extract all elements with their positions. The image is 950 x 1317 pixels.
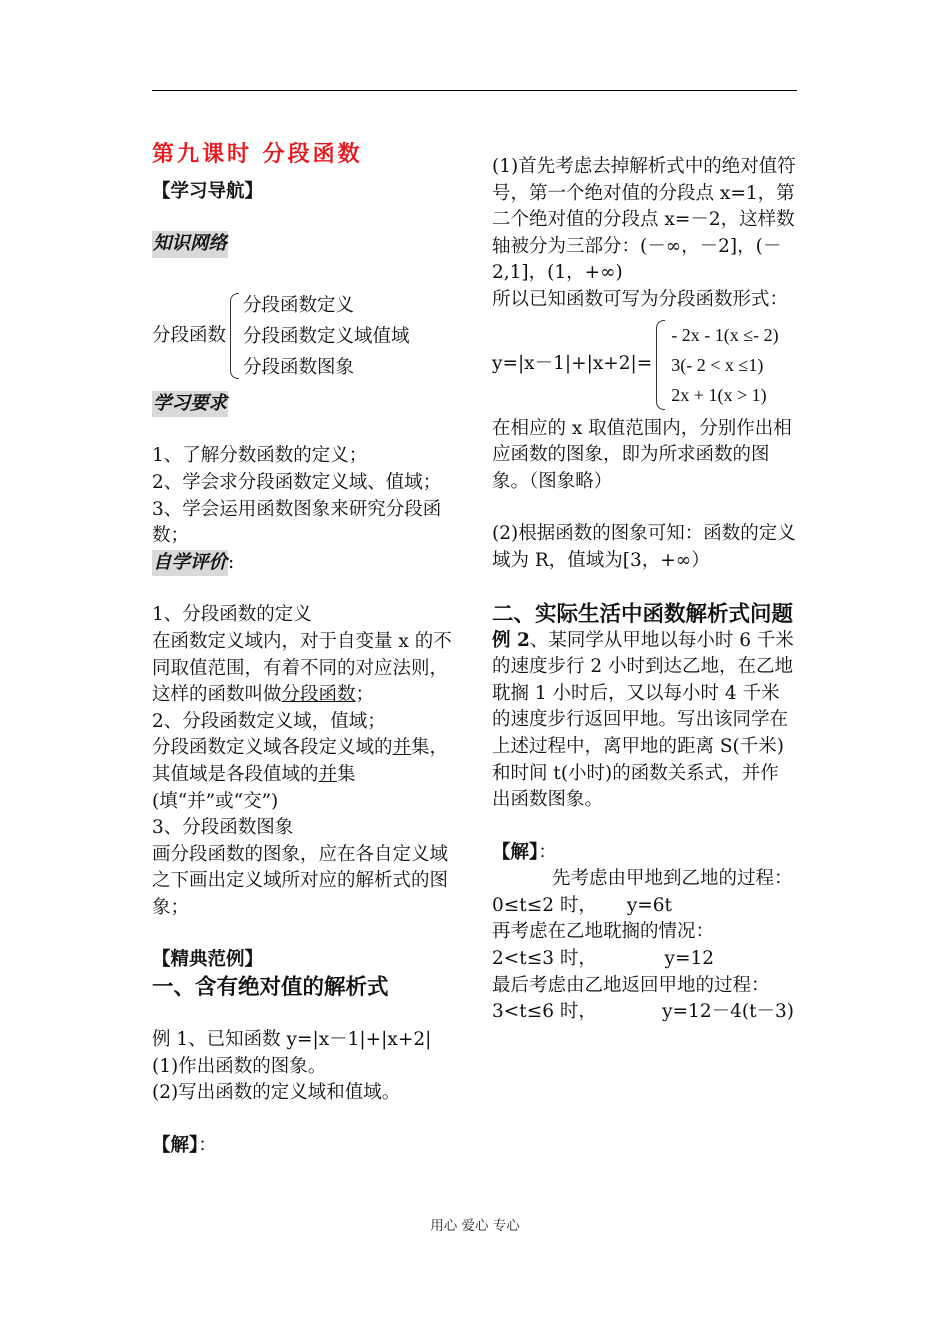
solution-p2: 所以已知函数可写为分段函数形式： [492, 288, 789, 310]
s1-text: 在函数定义域内，对于自变量 x 的不同取值范围，有着不同的对应法则，这样的函数叫做分段函数； [152, 630, 452, 706]
example1-q2: (2)写出函数的定义域和值域。 [152, 1082, 401, 1104]
brace-symbol [656, 320, 665, 410]
s3-title: 3、分段函数图象 [152, 817, 294, 839]
solution2-intro: 先考虑由甲地到乙地的过程： [552, 868, 793, 890]
piecewise-lhs: y=|x－1|+|x+2|= [492, 353, 653, 375]
case-row: 3<t≤6 时， y=12－4(t－3) [492, 1001, 794, 1023]
tree-root: 分段函数 [152, 324, 227, 346]
nav-heading: 【学习导航】 [152, 180, 264, 202]
section1-heading: 一、含有绝对值的解析式 [152, 975, 389, 1001]
solution-p4: (2)根据函数的图象可知：函数的定义域为 R，值域为[3，+∞） [492, 523, 796, 571]
case-row: 0≤t≤2 时， y=6t [492, 894, 672, 916]
tree-item: 分段函数定义 [243, 294, 355, 316]
s2-title: 2、分段函数定义域，值域； [152, 710, 386, 732]
s3-text: 画分段函数的图象，应在各自定义域之下画出定义域所对应的解析式的图象； [152, 843, 449, 918]
solution2-mid: 再考虑在乙地耽搁的情况： [492, 921, 715, 943]
piecewise-formula [492, 320, 797, 410]
example2-text: 例 2、某同学从甲地以每小时 6 千米的速度步行 2 小时到达乙地，在乙地耽搁 1 小时后，又以每小时 4 千米的速度步行返回甲地。写出该同学在上述过程中，离甲地的距离 S(千米)和时间 t(小时)的函数关系式，并作出函数图象。 [492, 629, 794, 811]
solution-p3: 在相应的 x 取值范围内，分别作出相应函数的图象，即为所求函数的图象。（图象略） [492, 417, 792, 492]
requirement-item: 3、学会运用函数图象来研究分段函数； [152, 498, 442, 547]
right-column [492, 154, 797, 1026]
piecewise-case: - 2x - 1(x ≤- 2) [671, 324, 779, 345]
solution2-label: 【解】： [492, 841, 557, 863]
left-column [152, 140, 457, 1159]
s2-text: 分段函数定义域各段定义域的并集，其值域是各段值域的并集(填“并”或“交”) [152, 737, 449, 812]
solution-p1: (1)首先考虑去掉解析式中的绝对值符号，第一个绝对值的分段点 x=1，第二个绝对值的分段点 x=－2，这样数轴被分为三部分：(－∞，－2]，(－2,1]，(1，+∞) [492, 156, 796, 284]
tree-item: 分段函数定义域值域 [243, 325, 410, 347]
lesson-title: 第九课时 分段函数 [152, 142, 363, 167]
case-row: 2<t≤3 时， y=12 [492, 948, 714, 970]
brace-symbol [230, 293, 239, 379]
section2-heading: 二、实际生活中函数解析式问题 [492, 601, 794, 627]
solution-label: 【解】： [152, 1134, 217, 1156]
self-eval-colon: : [228, 551, 235, 573]
tree-item: 分段函数图象 [243, 356, 355, 378]
knowledge-tree [152, 290, 457, 383]
self-eval-heading: 自学评价 [152, 550, 228, 577]
example1-q1: (1)作出函数的图象。 [152, 1055, 327, 1077]
s1-title: 1、分段函数的定义 [152, 604, 312, 626]
requirement-item: 2、学会求分段函数定义域、值域； [152, 471, 442, 493]
knowledge-heading: 知识网络 [152, 231, 228, 258]
requirements-heading: 学习要求 [152, 391, 228, 418]
piecewise-case: 3(- 2 < x ≤1) [671, 354, 764, 375]
piecewise-case: 2x + 1(x > 1) [671, 384, 767, 405]
example1-stem: 例 1、已知函数 y=|x－1|+|x+2| [152, 1029, 432, 1051]
examples-heading: 【精典范例】 [152, 949, 264, 971]
requirement-item: 1、了解分数函数的定义； [152, 445, 368, 467]
header-rule [152, 90, 797, 91]
solution2-last: 最后考虑由乙地返回甲地的过程： [492, 974, 770, 996]
page-footer: 用心 爱心 专心 [430, 1218, 520, 1234]
